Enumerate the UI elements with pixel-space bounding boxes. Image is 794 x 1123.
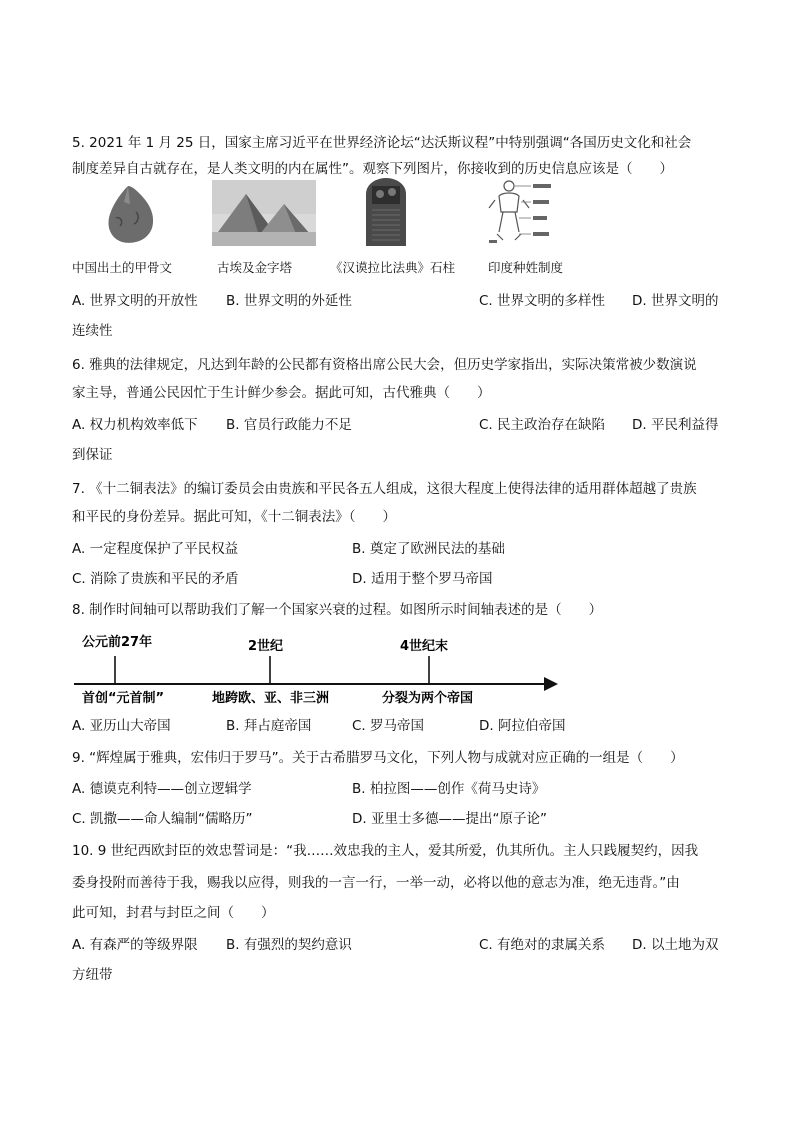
q8-stem: 8. 制作时间轴可以帮助我们了解一个国家兴衰的过程。如图所示时间轴表述的是（ ） (72, 602, 603, 618)
q10-option-a: A. 有森严的等级界限 (72, 937, 198, 953)
q10-option-c: C. 有绝对的隶属关系 (479, 937, 606, 953)
q6-stem-line1: 6. 雅典的法律规定，凡达到年龄的公民都有资格出席公民大会，但历史学家指出，实际决策常被少数演说 (72, 357, 697, 373)
q7-option-b: B. 奠定了欧洲民法的基础 (352, 541, 505, 557)
timeline-top-label-1: 公元前27年 (82, 635, 153, 650)
q7-option-c: C. 消除了贵族和平民的矛盾 (72, 571, 239, 587)
q8-option-c: C. 罗马帝国 (352, 718, 425, 734)
oracle-bone-image (100, 182, 158, 246)
q5-option-b: B. 世界文明的外延性 (226, 293, 352, 309)
q7-stem-line1: 7. 《十二铜表法》的编订委员会由贵族和平民各五人组成，这很大程度上使得法律的适用群体超越了贵族 (72, 481, 697, 497)
q8-option-b: B. 拜占庭帝国 (226, 718, 312, 734)
q8-option-a: A. 亚历山大帝国 (72, 718, 171, 734)
q10-stem-line3: 此可知，封君与封臣之间（ ） (72, 905, 275, 921)
q5-stem-line2: 制度差异自古就存在，是人类文明的内在属性”。观察下列图片，你接收到的历史信息应该是（ ） (72, 161, 673, 177)
q7-stem-line2: 和平民的身份差异。据此可知，《十二铜表法》（ ） (72, 509, 396, 525)
q5-stem-line1: 5. 2021 年 1 月 25 日，国家主席习近平在世界经济论坛“达沃斯议程”中特别强调“各国历史文化和社会 (72, 135, 692, 151)
q5-option-c: C. 世界文明的多样性 (479, 293, 606, 309)
q6-stem-line2: 家主导，普通公民因忙于生计鲜少参会。据此可知，古代雅典（ ） (72, 385, 491, 401)
timeline-top-label-3: 4世纪末 (400, 639, 449, 654)
timeline-bottom-label-1: 首创“元首制” (82, 691, 165, 706)
q9-option-c: C. 凯撒——命人编制“儒略历” (72, 811, 253, 827)
timeline-bottom-label-2: 地跨欧、亚、非三洲 (212, 691, 330, 706)
q6-option-a: A. 权力机构效率低下 (72, 417, 198, 433)
timeline-diagram (60, 622, 570, 712)
caste-diagram-image (485, 178, 557, 250)
q10-option-b: B. 有强烈的契约意识 (226, 937, 352, 953)
q7-option-d: D. 适用于整个罗马帝国 (352, 571, 493, 587)
q10-option-d: D. 以土地为双 (632, 937, 719, 953)
q9-option-a: A. 德谟克利特——创立逻辑学 (72, 781, 252, 797)
caption-pyramid: 古埃及金字塔 (217, 260, 293, 275)
q5-option-d-cont: 连续性 (72, 323, 113, 339)
q6-option-c: C. 民主政治存在缺陷 (479, 417, 606, 433)
caption-caste: 印度种姓制度 (488, 260, 564, 275)
hammurabi-stele-image (360, 178, 412, 246)
q5-option-d: D. 世界文明的 (632, 293, 719, 309)
q5-option-a: A. 世界文明的开放性 (72, 293, 198, 309)
caption-hammurabi: 《汉谟拉比法典》石柱 (330, 260, 456, 275)
timeline-top-label-2: 2世纪 (248, 639, 284, 654)
q7-option-a: A. 一定程度保护了平民权益 (72, 541, 239, 557)
q6-option-d-cont: 到保证 (72, 447, 113, 463)
timeline-arrow-icon (544, 677, 558, 691)
q10-stem-line1: 10. 9 世纪西欧封臣的效忠誓词是：“我……效忠我的主人，爱其所爱，仇其所仇。主人只践履契约，因我 (72, 843, 699, 859)
q10-option-d-cont: 方纽带 (72, 967, 113, 983)
timeline-bottom-label-3: 分裂为两个帝国 (382, 691, 474, 706)
q9-option-d: D. 亚里士多德——提出“原子论” (352, 811, 547, 827)
q9-stem: 9. “辉煌属于雅典，宏伟归于罗马”。关于古希腊罗马文化，下列人物与成就对应正确的一组是（ ） (72, 750, 684, 766)
pyramid-image (212, 180, 316, 246)
q8-option-d: D. 阿拉伯帝国 (479, 718, 566, 734)
q9-option-b: B. 柏拉图——创作《荷马史诗》 (352, 781, 546, 797)
q10-stem-line2: 委身投附而善待于我，赐我以应得，则我的一言一行，一举一动，必将以他的意志为准，绝无违背。”由 (72, 875, 680, 891)
q6-option-d: D. 平民利益得 (632, 417, 719, 433)
q6-option-b: B. 官员行政能力不足 (226, 417, 352, 433)
caption-oracle-bone: 中国出土的甲骨文 (72, 260, 173, 275)
